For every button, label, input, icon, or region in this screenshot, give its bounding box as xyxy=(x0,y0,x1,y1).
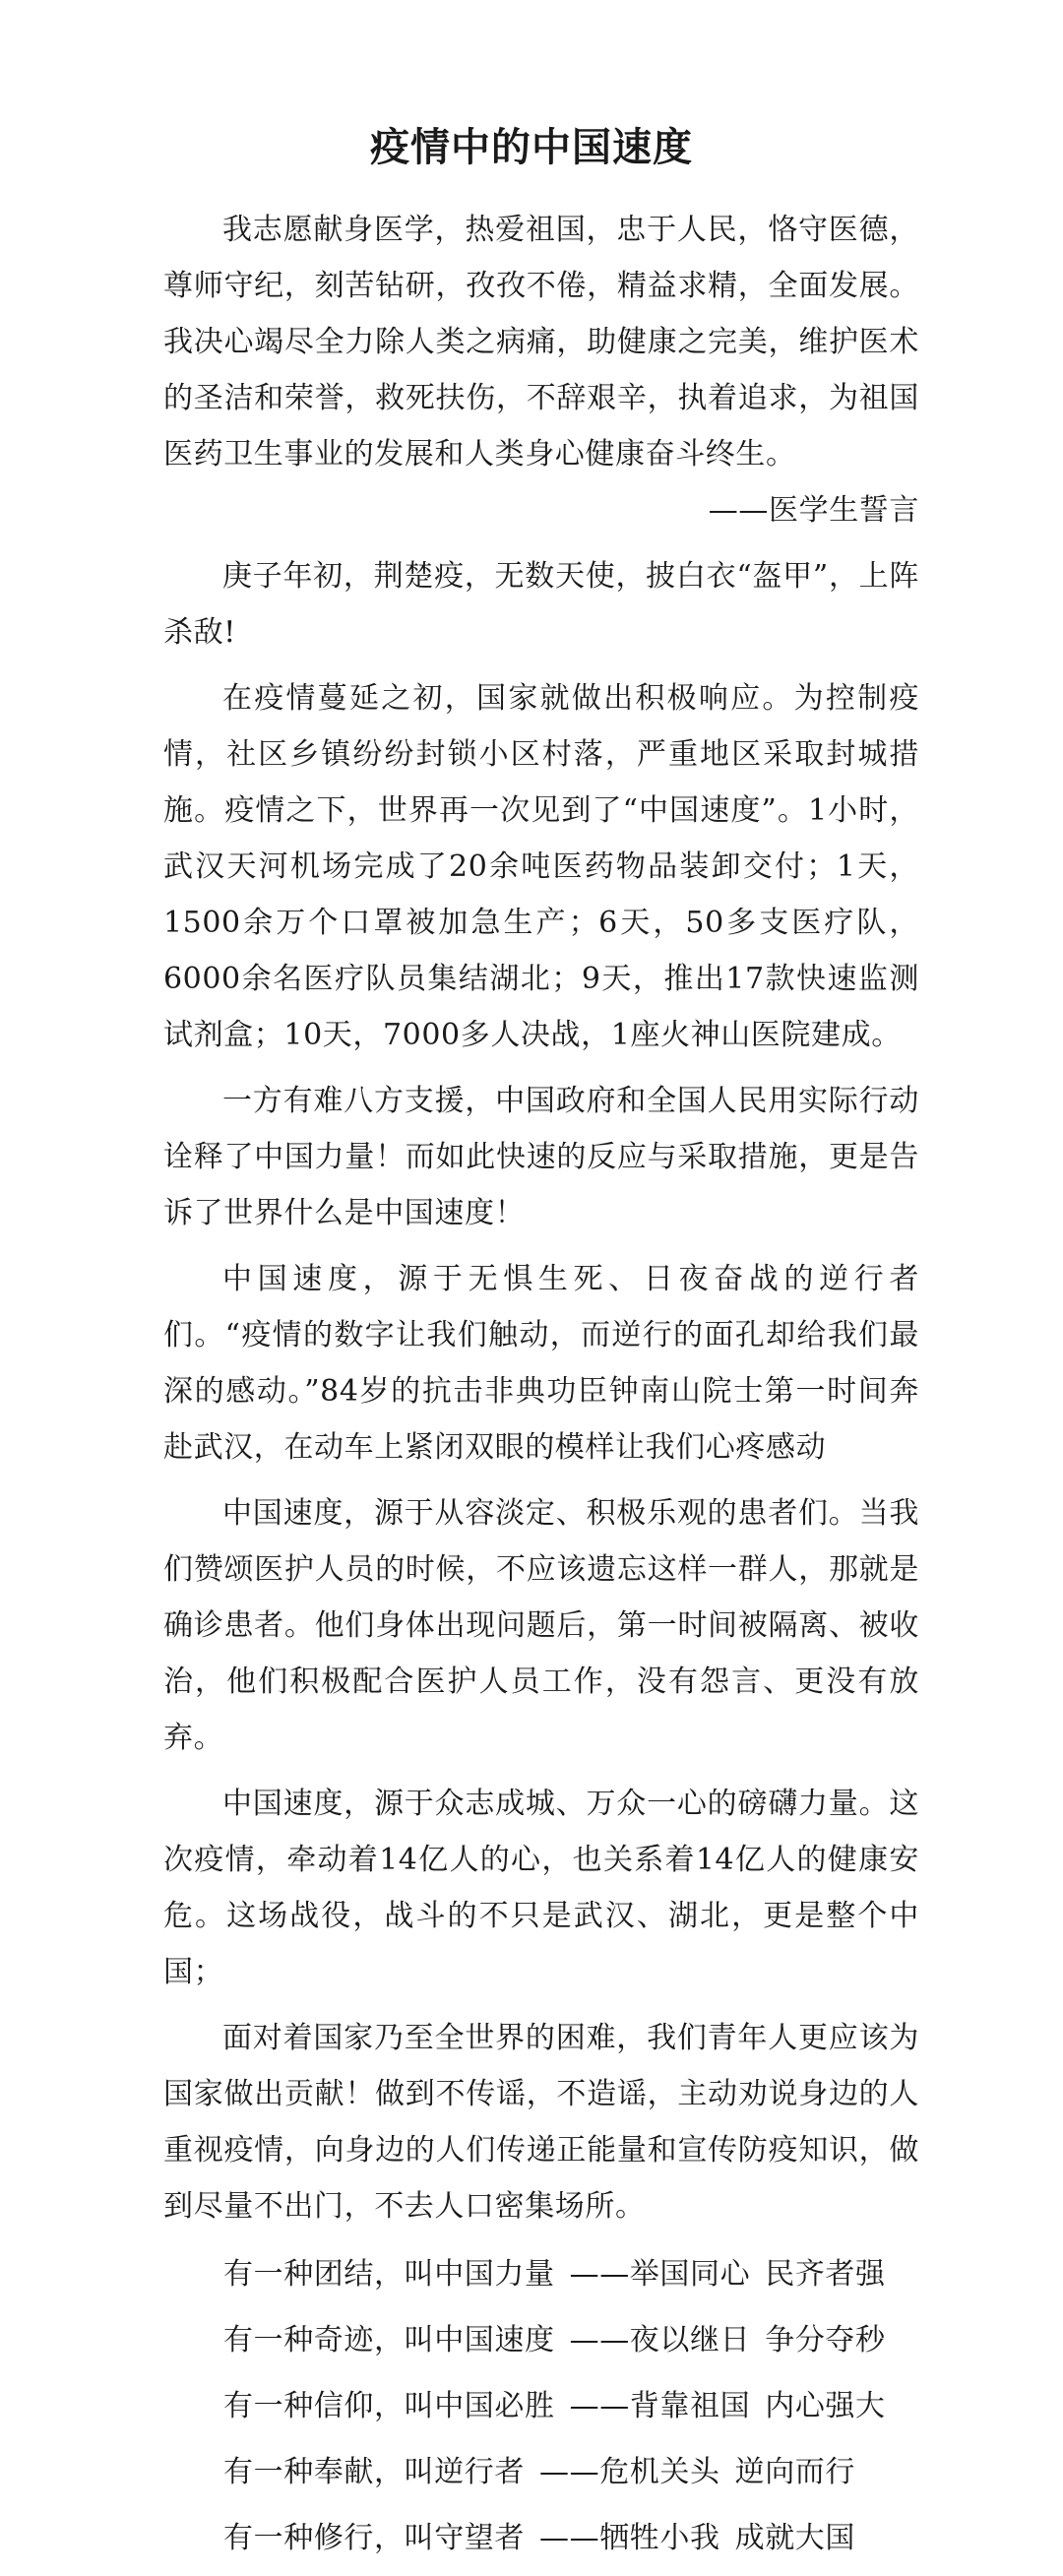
paragraph: 一方有难八方支援，中国政府和全国人民用实际行动诠释了中国力量！而如此快速的反应与采取措施，更是告诉了世界什么是中国速度！ xyxy=(163,1084,919,1230)
paragraph: 庚子年初，荆楚疫，无数天使，披白衣“盔甲”，上阵杀敌! xyxy=(163,559,919,650)
paragraph: 中国速度，源于无惧生死、日夜奋战的逆行者们。“疫情的数字让我们触动，而逆行的面孔却给我们最深的感动。”84岁的抗击非典功臣钟南山院士第一时间奔赴武汉，在动车上紧闭双眼的模样让我们心疼感动 xyxy=(163,1262,919,1465)
poem-line-ending: 成就大国 xyxy=(734,2521,856,2555)
poem-line xyxy=(163,2378,919,2434)
paragraph: 中国速度，源于众志成城、万众一心的磅礴力量。这次疫情，牵动着14亿人的心，也关系着14亿人的健康安危。这场战役，战斗的不只是武汉、湖北，更是整个中国； xyxy=(163,1787,919,1989)
poem-line-phrase: ——举国同心 xyxy=(569,2257,751,2292)
poem-line-subject: 有一种奉献，叫逆行者 xyxy=(223,2455,525,2489)
poem-line-phrase: ——危机关头 xyxy=(539,2455,720,2489)
oath-paragraph xyxy=(163,202,919,538)
article-body xyxy=(163,202,919,2576)
poem-line-ending: 争分夺秒 xyxy=(765,2323,886,2357)
paragraph: 在疫情蔓延之初，国家就做出积极响应。为控制疫情，社区乡镇纷纷封锁小区村落，严重地区采取封城措施。疫情之下，世界再一次见到了“中国速度”。1小时，武汉天河机场完成了20余吨医药物品装卸交付；1天，1500余万个口罩被加急生产；6天，50多支医疗队，6000余名医疗队员集结湖北；9天，推出17款快速监测试剂盒；10天，7000多人决战，1座火神山医院建成。 xyxy=(163,681,919,1052)
poem-line xyxy=(163,2444,919,2500)
poem-line-subject: 有一种团结，叫中国力量 xyxy=(223,2257,555,2292)
poem-line-phrase: ——牺牲小我 xyxy=(539,2521,720,2555)
poem-line-phrase: ——夜以继日 xyxy=(569,2323,751,2357)
closing-poem xyxy=(163,2246,919,2566)
poem-line xyxy=(163,2312,919,2368)
poem-line xyxy=(163,2246,919,2302)
poem-line-subject: 有一种奇迹，叫中国速度 xyxy=(223,2323,555,2357)
poem-line-phrase: ——背靠祖国 xyxy=(569,2389,751,2423)
poem-line xyxy=(163,2510,919,2566)
poem-line-ending: 逆向而行 xyxy=(734,2455,856,2489)
paragraph: 面对着国家乃至全世界的困难，我们青年人更应该为国家做出贡献！做到不传谣，不造谣，主动劝说身边的人重视疫情，向身边的人们传递正能量和宣传防疫知识，做到尽量不出门，不去人口密集场所。 xyxy=(163,2021,919,2224)
poem-line-ending: 内心强大 xyxy=(765,2389,886,2423)
poem-line-subject: 有一种信仰，叫中国必胜 xyxy=(223,2389,555,2423)
poem-line-subject: 有一种修行，叫守望者 xyxy=(223,2521,525,2555)
oath-source: ——医学生誓言 xyxy=(708,493,919,528)
article-title: 疫情中的中国速度 xyxy=(370,124,693,170)
oath-text: 我志愿献身医学，热爱祖国，忠于人民，恪守医德，尊师守纪，刻苦钻研，孜孜不倦，精益求精，全面发展。我决心竭尽全力除人类之病痛，助健康之完美，维护医术的圣洁和荣誉，救死扶伤，不辞艰辛，执着追求，为祖国医药卫生事业的发展和人类身心健康奋斗终生。 xyxy=(163,213,919,471)
poem-line-ending: 民齐者强 xyxy=(765,2257,886,2292)
paragraph: 中国速度，源于从容淡定、积极乐观的患者们。当我们赞颂医护人员的时候，不应该遗忘这样一群人，那就是确诊患者。他们身体出现问题后，第一时间被隔离、被收治，他们积极配合医护人员工作，没有怨言、更没有放弃。 xyxy=(163,1496,919,1755)
